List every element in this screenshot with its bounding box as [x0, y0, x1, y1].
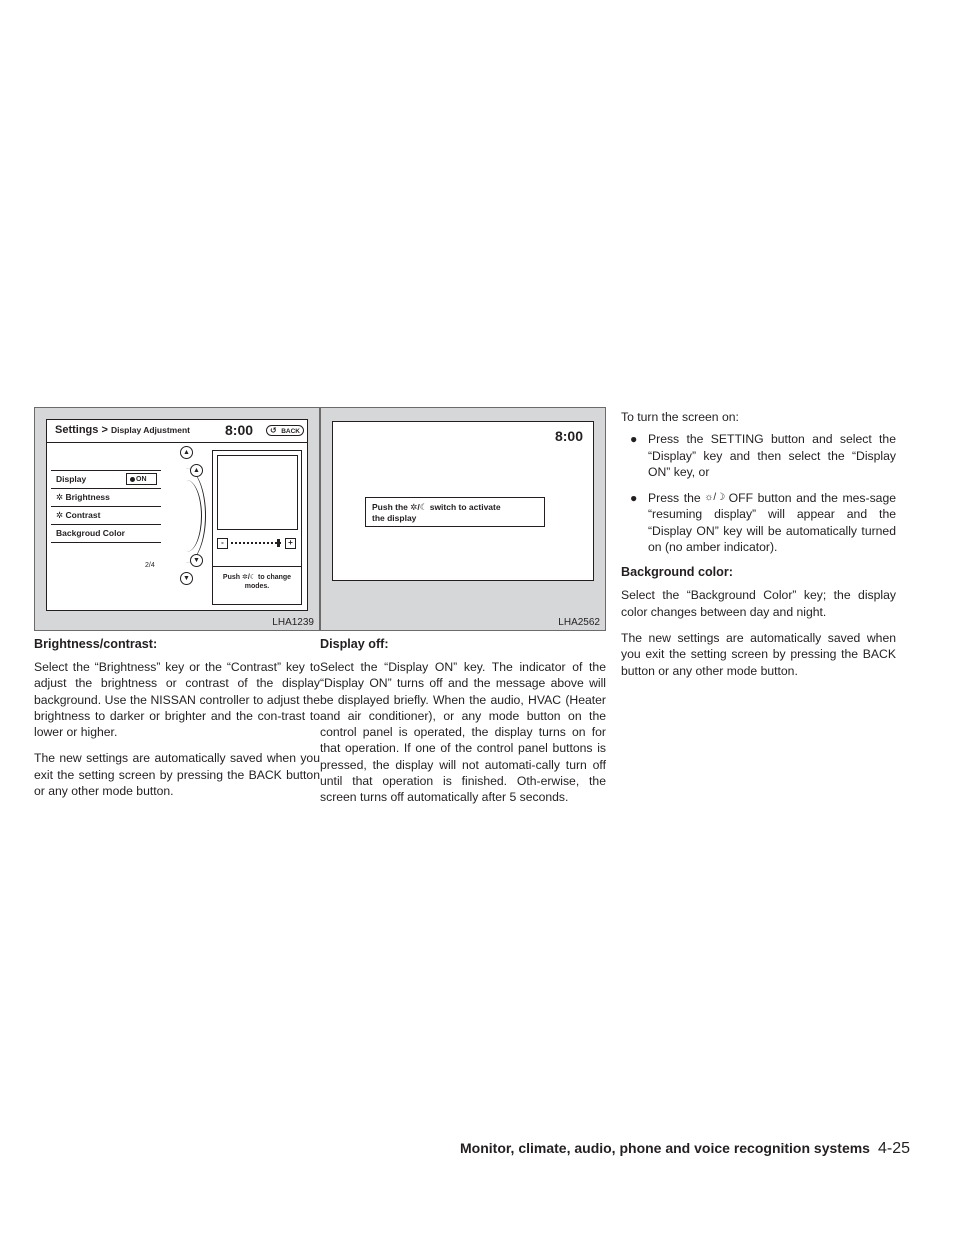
figure-display-off — [320, 407, 606, 631]
day-night-icon: ☼/☽ — [704, 492, 726, 504]
paragraph: Select the “Background Color” key; the display color changes between day and night. — [621, 588, 896, 619]
paragraph: The new settings are automatically saved when you exit the setting screen by pressing the BACK button or any other mode button. — [621, 630, 896, 678]
chapter-title: Monitor, climate, audio, phone and voice recognition systems — [460, 1140, 870, 1156]
column-1 — [34, 407, 320, 809]
slider-track — [231, 542, 281, 544]
mode-hint-line2: modes. — [244, 583, 270, 590]
paragraph: Select the “Display ON” key. The indicator of the “Display ON” turns off and the message above will be displayed briefly. When the audio, HVAC (Heater and air conditioner), or any mode button on the control panel is operated, the display turns on for that operation. If one of the control panel buttons is pressed, the display will not automati-cally turn off until that operation is finished. Oth-erwise, the screen turns off automatically after 5 seconds. — [320, 660, 606, 805]
adjust-slider[interactable] — [217, 538, 296, 549]
preview-window — [217, 455, 298, 530]
menu-item-label: Display — [56, 474, 87, 484]
paragraph: Select the “Brightness” key or the “Contrast” key to adjust the brightness or contrast of the display background. Use the NISSAN controller to adjust the brightness to darker or brighter and the con-trast to lower or higher. — [34, 660, 320, 740]
menu-item-display[interactable] — [51, 470, 161, 488]
page-footer — [430, 1140, 910, 1158]
column-2 — [320, 407, 606, 816]
screen-clock: 8:00 — [554, 428, 583, 444]
activate-message — [365, 497, 545, 527]
screen-title: Settings > Display Adjustment — [55, 424, 190, 436]
figure-settings-screen — [34, 407, 320, 631]
screen-subtitle: Display Adjustment — [110, 425, 190, 435]
list-item — [621, 431, 896, 480]
paragraph: The new settings are automatically saved when you exit the setting screen by pressing the BACK button or any other mode button. — [34, 751, 320, 799]
mode-hint-line1: Push ✲/☾ to change — [222, 574, 292, 581]
section-heading-display-off: Display off: — [320, 637, 389, 651]
display-on-indicator: ON — [126, 473, 157, 485]
menu-item-background-color[interactable]: Backgroud Color — [51, 524, 161, 543]
display-off-screen — [332, 421, 594, 581]
settings-screen — [46, 419, 308, 611]
scroll-up-icon[interactable]: ▲ — [190, 464, 203, 477]
list-item-text: Press the — [648, 491, 701, 506]
list-item — [621, 490, 896, 555]
paragraph: To turn the screen on: — [621, 410, 739, 424]
menu-item-brightness[interactable]: ✲ Brightness — [51, 488, 161, 506]
mode-hint — [213, 566, 301, 604]
message-line2: the display — [372, 513, 417, 523]
back-button[interactable]: ↺ BACK — [266, 425, 304, 436]
settings-menu — [51, 470, 161, 543]
list-item-text: OFF button and the mes-sage “resuming display” will appear and the “Display ON” key will be automatically turned on (no amber indicator). — [648, 491, 896, 555]
figure-label: LHA1239 — [272, 617, 314, 628]
menu-item-contrast[interactable]: ✲ Contrast — [51, 506, 161, 524]
page-number: 4-25 — [877, 1140, 910, 1157]
scroll-down-icon[interactable]: ▼ — [190, 554, 203, 567]
message-line1: Push the ✲/☾ switch to activate — [372, 502, 501, 512]
screen-clock: 8:00 — [225, 422, 254, 438]
bullet-icon: ● — [630, 491, 638, 506]
preview-panel — [212, 450, 302, 605]
scroll-up-top-icon[interactable]: ▲ — [180, 446, 193, 459]
bullet-icon: ● — [630, 432, 638, 447]
slider-plus-button[interactable]: + — [285, 538, 296, 549]
column-3 — [621, 409, 896, 689]
figure-label: LHA2562 — [558, 617, 600, 628]
section-heading-background-color: Background color: — [621, 565, 733, 580]
scroll-down-bottom-icon[interactable]: ▼ — [180, 572, 193, 585]
page-indicator: 2/4 — [145, 562, 155, 569]
section-heading-brightness: Brightness/contrast: — [34, 637, 158, 651]
screen-header — [47, 420, 307, 443]
slider-minus-button[interactable]: - — [217, 538, 228, 549]
list-item-text: Press the SETTING button and select the “Display” key and then select the “Display ON” key, or — [648, 432, 896, 479]
scroll-arc-inner — [171, 480, 202, 552]
slider-knob[interactable] — [277, 539, 280, 547]
